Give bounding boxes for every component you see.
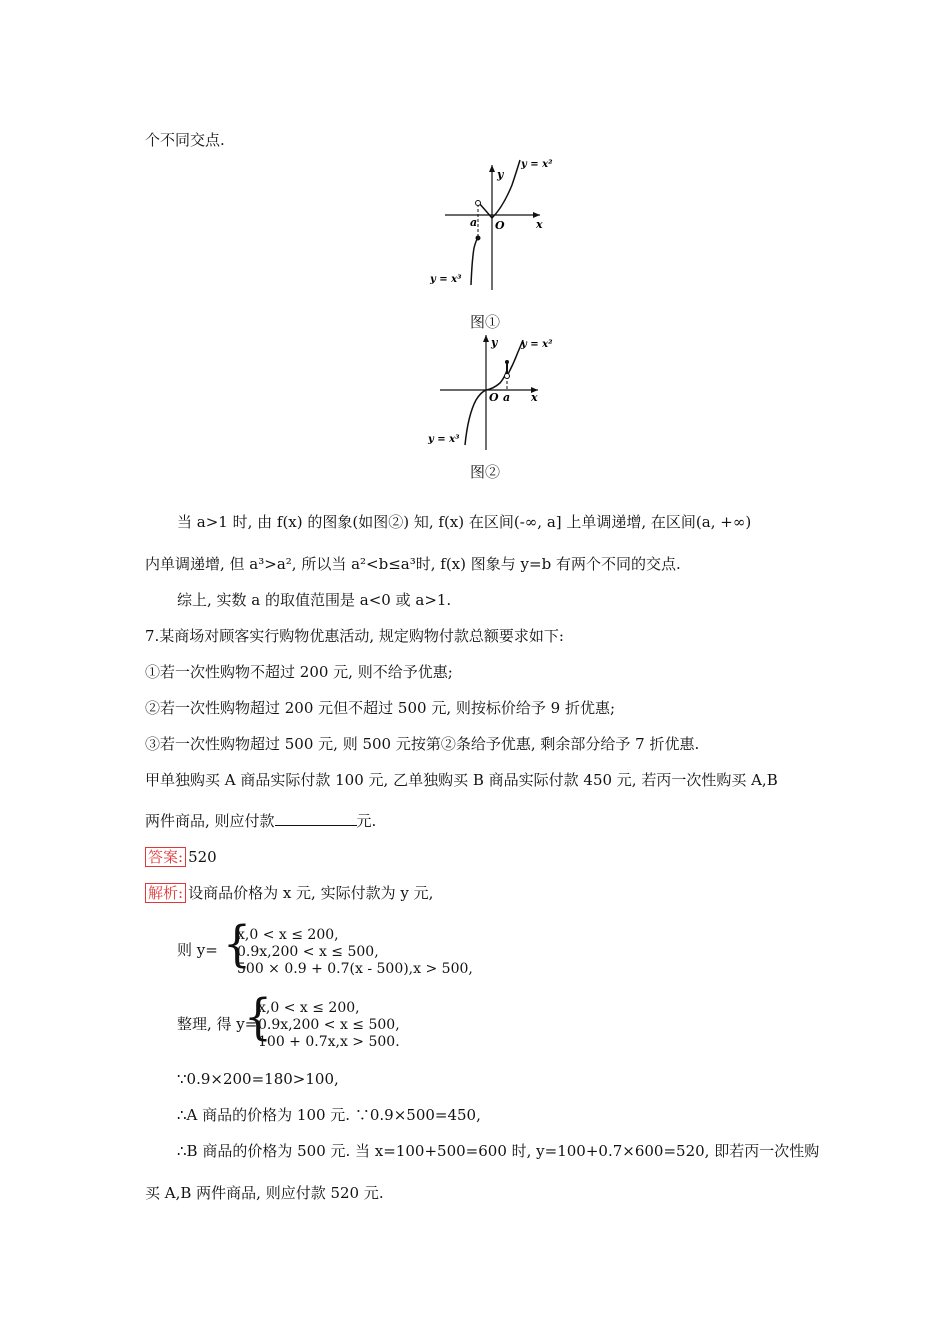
figure-1-caption: 图① — [470, 313, 501, 331]
q7-stem: 7.某商场对顾客实行购物优惠活动, 规定购物付款总额要求如下: — [145, 627, 564, 645]
q7-text1: 甲单独购买 A 商品实际付款 100 元, 乙单独购买 B 商品实际付款 450 元, 若丙一次性购买 A,B — [145, 771, 778, 789]
fig1-y-label: y — [497, 168, 504, 181]
q7-rule2: ②若一次性购物超过 200 元但不超过 500 元, 则按标价给予 9 折优惠; — [145, 699, 616, 717]
intro-tail: 个不同交点. — [145, 131, 225, 149]
fig2-a-label: a — [503, 391, 511, 404]
q7-rule1: ①若一次性购物不超过 200 元, 则不给予优惠; — [145, 663, 453, 681]
fig1-curve-top-label: y = x² — [521, 159, 553, 170]
answer-blank — [275, 811, 357, 826]
fig2-curve-top-label: y = x² — [521, 339, 553, 350]
answer-tag: 答案: — [145, 847, 186, 867]
analysis-line — [145, 883, 433, 903]
system1-row: 0.9x,200 < x ≤ 500, — [237, 944, 379, 960]
para2-conclusion: 综上, 实数 a 的取值范围是 a<0 或 a>1. — [177, 591, 452, 609]
q7-rule3: ③若一次性购物超过 500 元, 则 500 元按第②条给予优惠, 剩余部分给予 7 折优惠. — [145, 735, 700, 753]
fig2-origin-label: O — [489, 391, 499, 404]
system1-row: x,0 < x ≤ 200, — [237, 927, 339, 943]
figure-2-graph — [420, 330, 560, 455]
fig1-x-label: x — [536, 218, 543, 231]
q7-text2-after: 元. — [356, 812, 377, 830]
step2: ∴A 商品的价格为 100 元. ∵0.9×500=450, — [177, 1106, 481, 1124]
figure-2-caption: 图② — [470, 463, 501, 481]
system2-row: 100 + 0.7x,x > 500. — [258, 1034, 400, 1050]
system1-row: 500 × 0.9 + 0.7(x - 500),x > 500, — [237, 961, 473, 977]
system2-prefix: 整理, 得 y= — [177, 1015, 258, 1033]
system2-brace: { — [244, 989, 272, 1046]
figure-1-graph — [420, 155, 560, 295]
fig2-curve-bottom-label: y = x³ — [428, 434, 460, 445]
system1-prefix: 则 y= — [177, 941, 218, 959]
fig2-y-label: y — [491, 336, 498, 349]
para1-line2: 内单调递增, 但 a³>a², 所以当 a²<b≤a³时, f(x) 图象与 y=b 有两个不同的交点. — [145, 555, 681, 573]
fig2-x-label: x — [531, 391, 538, 404]
step3: ∴B 商品的价格为 500 元. 当 x=100+500=600 时, y=100+0.7×600=520, 即若丙一次性购 — [177, 1142, 820, 1160]
fig1-curve-bottom-label: y = x³ — [430, 274, 462, 285]
answer-line — [145, 847, 217, 867]
fig1-origin-label: O — [495, 219, 505, 232]
step1: ∵0.9×200=180>100, — [177, 1070, 339, 1088]
system1-rows — [237, 927, 473, 978]
system2-rows — [258, 1000, 400, 1051]
analysis-intro: 设商品价格为 x 元, 实际付款为 y 元, — [188, 884, 434, 902]
system1-brace: { — [223, 916, 251, 973]
para1-line1: 当 a>1 时, 由 f(x) 的图象(如图②) 知, f(x) 在区间(-∞, a] 上单调递增, 在区间(a, +∞) — [177, 513, 752, 531]
system2-row: 0.9x,200 < x ≤ 500, — [258, 1017, 400, 1033]
system2-row: x,0 < x ≤ 200, — [258, 1000, 360, 1016]
q7-text2 — [145, 811, 376, 831]
step4: 买 A,B 两件商品, 则应付款 520 元. — [145, 1184, 384, 1202]
analysis-tag: 解析: — [145, 883, 186, 903]
q7-text2-before: 两件商品, 则应付款 — [145, 812, 275, 830]
answer-value: 520 — [188, 848, 217, 866]
fig1-a-label: a — [470, 216, 478, 229]
